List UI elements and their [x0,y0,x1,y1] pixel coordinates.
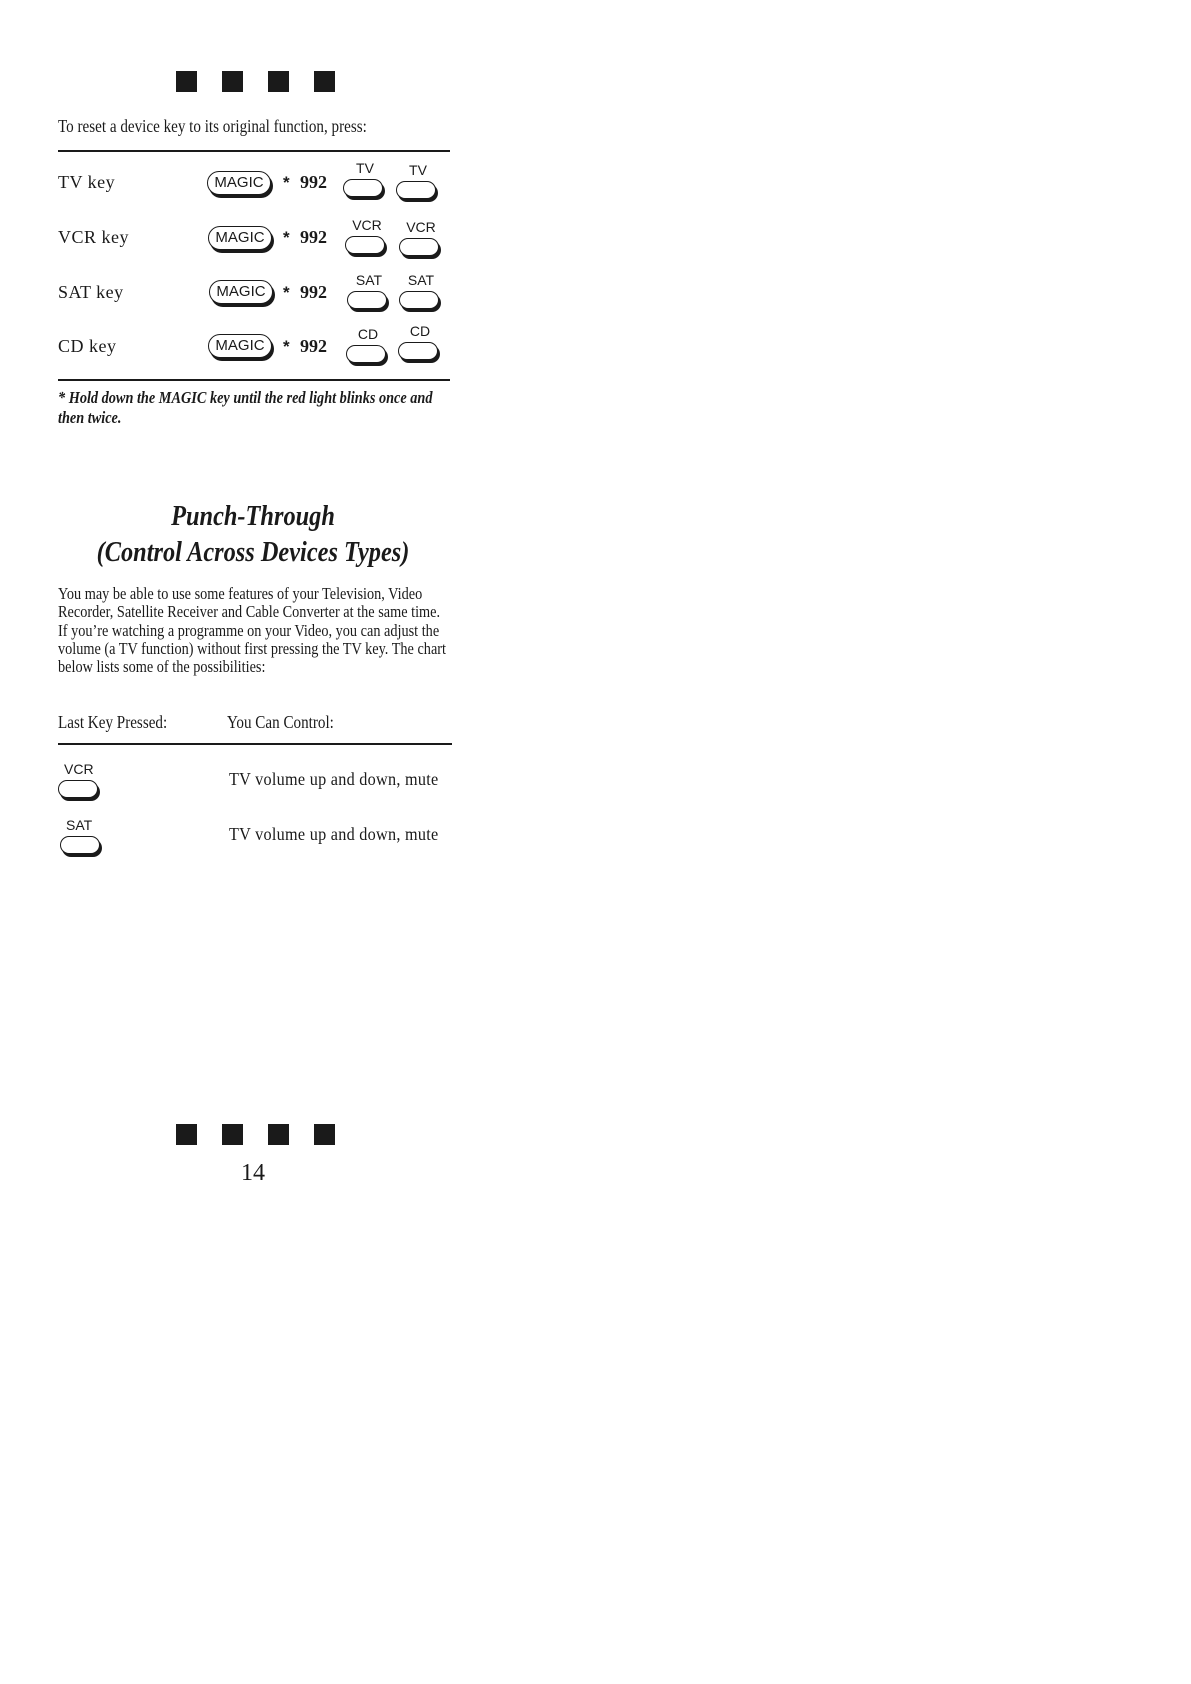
key-cap [396,181,436,199]
key-label: SAT [355,272,383,288]
square-mark [314,1124,335,1145]
magic-key: MAGIC [207,171,271,195]
square-mark [314,71,335,92]
vcr-key-icon [345,217,389,254]
divider [58,743,452,745]
divider [58,150,450,152]
top-squares-decoration [176,71,335,92]
magic-key: MAGIC [209,280,273,304]
code-992: 992 [300,172,327,192]
vcr-key-icon [58,761,102,798]
key-cap [346,345,386,363]
code-992: 992 [300,336,327,356]
square-mark [176,71,197,92]
magic-key: MAGIC [208,226,272,250]
row-label: SAT key [58,282,124,302]
magic-key: MAGIC [208,334,272,358]
key-label: VCR [352,217,382,233]
sat-key-icon [347,272,391,309]
square-mark [222,1124,243,1145]
control-description: TV volume up and down, mute [229,769,439,789]
star-key: * [283,283,290,302]
square-mark [268,1124,289,1145]
key-label: CD [409,323,431,339]
cd-key-icon [346,326,390,363]
square-mark [222,71,243,92]
magic-note: * Hold down the MAGIC key until the red light blinks once and then twice. [58,388,433,427]
key-label: VCR [406,219,436,235]
star-key: * [283,337,290,356]
reset-intro: To reset a device key to its original function, press: [58,116,367,136]
tv-key-icon [396,162,440,199]
key-cap [345,236,385,254]
sat-key-icon [399,272,443,309]
row-label: VCR key [58,227,129,247]
key-cap [347,291,387,309]
section-title [58,498,448,570]
square-mark [268,71,289,92]
key-cap [60,836,100,854]
key-label: TV [409,162,427,178]
row-label: CD key [58,336,117,356]
bottom-squares-decoration [176,1124,335,1145]
punch-through-paragraph: You may be able to use some features of your Television, Video Recorder, Satellite Receiver and Cable Converter at the same time. If you’re watching a programme on your Video, you can adjust the volume (a TV function) without first pressing the TV key. The chart below lists some of the possibilities: [58,584,447,677]
column-header-control: You Can Control: [227,712,334,732]
vcr-key-icon [399,219,443,256]
key-label: SAT [407,272,435,288]
code-992: 992 [300,227,327,247]
sat-key-icon [60,817,104,854]
key-label: CD [357,326,379,342]
key-cap [58,780,98,798]
control-description: TV volume up and down, mute [229,824,439,844]
key-cap [343,179,383,197]
row-label: TV key [58,172,116,192]
key-cap [399,291,439,309]
star-key: * [283,173,290,192]
cd-key-icon [398,323,442,360]
key-cap [399,238,439,256]
key-label: VCR [64,761,94,777]
title-line-1: Punch-Through [171,500,335,532]
star-key: * [283,228,290,247]
tv-key-icon [343,160,387,197]
square-mark [176,1124,197,1145]
key-cap [398,342,438,360]
key-label: TV [356,160,374,176]
page-number: 14 [241,1160,265,1186]
key-label: SAT [66,817,93,833]
divider [58,379,450,381]
column-header-last-key: Last Key Pressed: [58,712,168,732]
title-line-2: (Control Across Devices Types) [96,536,410,568]
code-992: 992 [300,282,327,302]
